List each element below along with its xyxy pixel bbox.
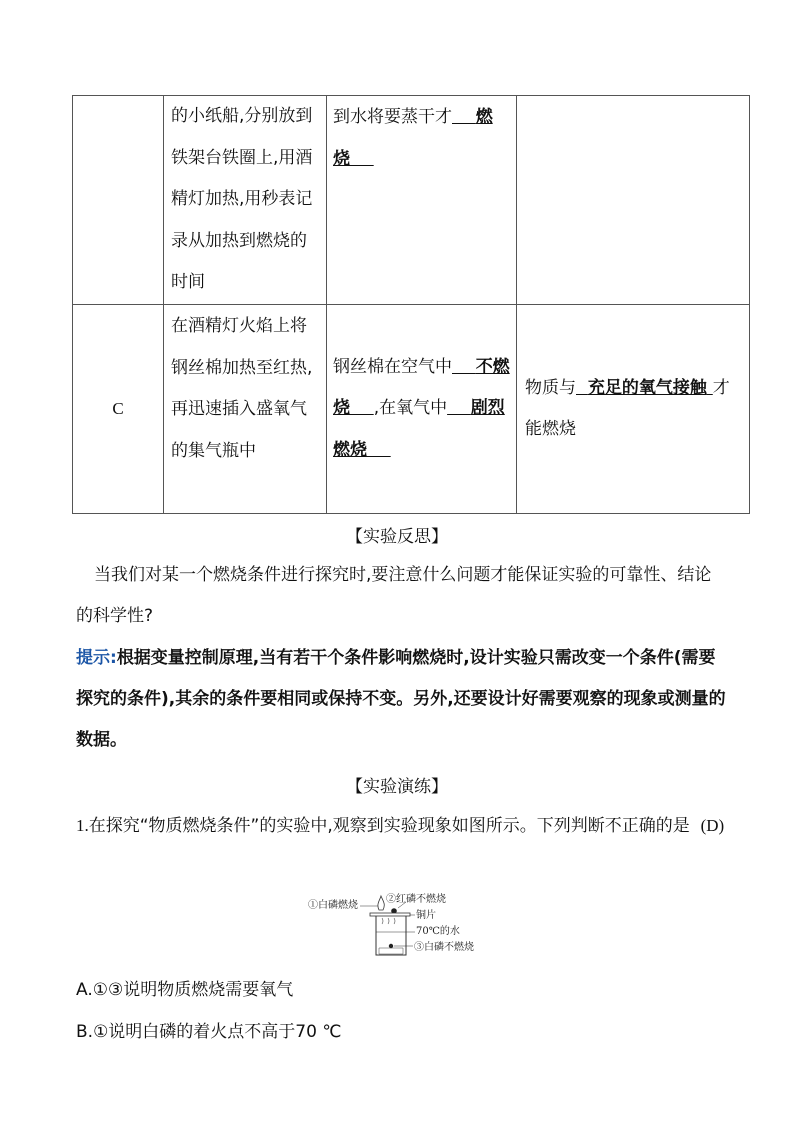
row-label-cell: C xyxy=(73,305,164,514)
phenomenon-text: 钢丝棉在空气中 xyxy=(333,356,452,377)
phenomenon-text: 到水将要蒸干才 xyxy=(333,107,452,127)
row-label-cell xyxy=(73,96,164,305)
table-row xyxy=(73,305,750,514)
figure-label-white-phosphorus-underwater: ③白磷不燃烧 xyxy=(414,942,474,953)
tip-label: 提示: xyxy=(76,648,117,668)
answer-blank: 充足的氧气接触 xyxy=(587,377,707,398)
copper-plate xyxy=(370,913,410,916)
reflection-question: 当我们对某一个燃烧条件进行探究时,要注意什么问题才能保证实验的可靠性、结论的科学性? xyxy=(76,565,712,626)
phenomenon-cell xyxy=(327,305,517,514)
figure-label-copper: 铜片 xyxy=(416,910,436,921)
beaker xyxy=(376,916,406,955)
answer-blank: 剧烈燃烧 xyxy=(333,398,505,460)
answer-blank: 燃烧 xyxy=(333,107,493,169)
question-number: 1. xyxy=(76,816,89,835)
figure-label-white-phosphorus-burning: ①白磷燃烧 xyxy=(308,900,358,911)
water-body xyxy=(379,948,403,954)
method-cell xyxy=(164,96,327,305)
method-text: 的小纸船,分别放到铁架台铁圈上,用酒精灯加热,用秒表记录从加热到燃烧的时间 xyxy=(171,106,313,292)
conclusion-text: 才能燃烧 xyxy=(525,377,730,439)
question-answer: (D) xyxy=(700,816,725,835)
option-b: B.①说明白磷的着火点不高于70 ℃ xyxy=(76,1022,342,1042)
reflection-heading: 【实验反思】 xyxy=(346,527,448,547)
practice-heading: 【实验演练】 xyxy=(346,777,448,797)
phenomenon-cell xyxy=(327,96,517,305)
conclusion-cell xyxy=(517,305,750,514)
conclusion-cell xyxy=(517,96,750,305)
phenomenon-text: ,在氧气中 xyxy=(373,398,448,419)
option-a: A.①③说明物质燃烧需要氧气 xyxy=(76,980,294,1000)
conclusion-text: 物质与 xyxy=(525,377,576,398)
question-stem: 在探究“物质燃烧条件”的实验中,观察到实验现象如图所示。下列判断不正确的是 xyxy=(88,816,690,836)
experiment-figure xyxy=(306,888,506,960)
method-cell xyxy=(164,305,327,514)
figure-label-water: 70℃的水 xyxy=(416,926,460,937)
method-text: 在酒精灯火焰上将钢丝棉加热至红热,再迅速插入盛氧气的集气瓶中 xyxy=(171,316,313,461)
question-1 xyxy=(76,805,726,847)
steam-icon xyxy=(382,918,395,924)
answer-blank: 不燃烧 xyxy=(333,356,510,419)
tip-paragraph xyxy=(76,638,726,761)
flame-icon xyxy=(378,896,384,910)
experiment-table xyxy=(72,95,750,514)
figure-label-red-phosphorus: ②红磷不燃烧 xyxy=(386,894,446,905)
tip-text: 根据变量控制原理,当有若干个条件影响燃烧时,设计实验只需改变一个条件(需要探究的条件),其余的条件要相同或保持不变。另外,还要设计好需要观察的现象或测量的数据。 xyxy=(76,648,726,750)
table-row xyxy=(73,96,750,305)
underwater-phosphorus-dot xyxy=(389,944,393,948)
